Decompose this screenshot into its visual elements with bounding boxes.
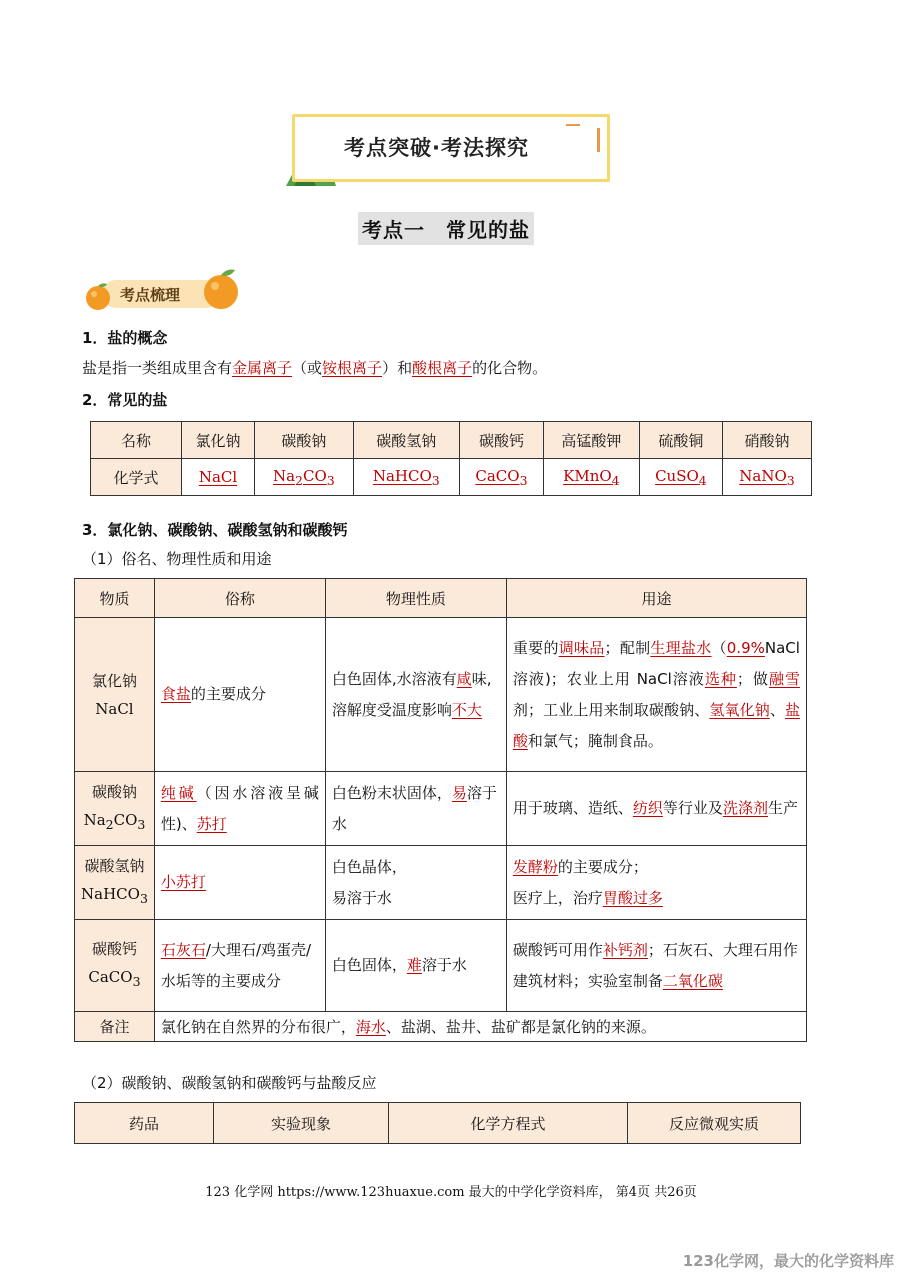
table-row bbox=[75, 920, 807, 1012]
use-cell: 碳酸钙可用作补钙剂；石灰石、大理石用作建筑材料；实验室制备二氧化碳 bbox=[506, 920, 806, 1012]
alias-cell: 小苏打 bbox=[154, 846, 325, 920]
table-cell: 硫酸铜 bbox=[639, 422, 722, 459]
table-cell: 氯化钠 bbox=[182, 422, 255, 459]
table-header: 俗称 bbox=[154, 579, 325, 618]
table-header: 化学方程式 bbox=[389, 1103, 628, 1144]
common-salts-table bbox=[90, 421, 812, 496]
formula-cell: $Na_2CO_3$ bbox=[255, 459, 354, 496]
watermark: 123化学网，最大的化学资料库 bbox=[682, 1252, 894, 1270]
table-row bbox=[91, 459, 812, 496]
page-footer: 123 化学网 https://www.123huaxue.com 最大的中学化学资料库， 第4页 共26页 bbox=[205, 1185, 697, 1200]
note-cell: 氯化钠在自然界的分布很广，海水、盐湖、盐井、盐矿都是氯化钠的来源。 bbox=[154, 1012, 806, 1042]
table-cell: 碳酸钙 bbox=[459, 422, 543, 459]
formula-cell: CuSO$_4$ bbox=[639, 459, 722, 496]
formula-cell: NaNO$_3$ bbox=[723, 459, 812, 496]
orange-icon bbox=[84, 282, 114, 312]
table-header: 物理性质 bbox=[325, 579, 506, 618]
section-title: 考点一 常见的盐 bbox=[358, 212, 534, 245]
table-cell: 高锰酸钾 bbox=[543, 422, 639, 459]
heading-four-salts: 3．氯化钠、碳酸钠、碳酸氢钠和碳酸钙 bbox=[82, 521, 348, 539]
substance-cell: 碳酸钙 CaCO$_3$ bbox=[75, 920, 155, 1012]
subheading-names-properties: （1）俗名、物理性质和用途 bbox=[82, 550, 272, 568]
table-row bbox=[75, 1103, 801, 1144]
table-header: 实验现象 bbox=[214, 1103, 389, 1144]
table-cell: 碳酸钠 bbox=[255, 422, 354, 459]
table-row bbox=[75, 618, 807, 772]
alias-cell: 食盐的主要成分 bbox=[154, 618, 325, 772]
formula-cell: CaCO$_3$ bbox=[459, 459, 543, 496]
formula-cell: NaCl bbox=[182, 459, 255, 496]
table-cell: 硝酸钠 bbox=[723, 422, 812, 459]
table-header: 物质 bbox=[75, 579, 155, 618]
table-row bbox=[91, 422, 812, 459]
alias-cell: 纯碱（因水溶液呈碱性)、苏打 bbox=[154, 772, 325, 846]
table-row bbox=[75, 579, 807, 618]
table-row bbox=[75, 846, 807, 920]
substance-cell: 氯化钠 NaCl bbox=[75, 618, 155, 772]
physical-cell: 白色晶体， 易溶于水 bbox=[325, 846, 506, 920]
use-cell: 重要的调味品；配制生理盐水（0.9%NaCl溶液)；农业上用 NaCl溶液选种；做融雪剂；工业上用来制取碳酸钠、氢氧化钠、盐酸和氯气；腌制食品。 bbox=[506, 618, 806, 772]
table-header: 反应微观实质 bbox=[628, 1103, 801, 1144]
substance-cell: 碳酸氢钠 NaHCO$_3$ bbox=[75, 846, 155, 920]
formula-cell: KMnO$_4$ bbox=[543, 459, 639, 496]
banner bbox=[292, 114, 610, 180]
alias-cell: 石灰石/大理石/鸡蛋壳/水垢等的主要成分 bbox=[154, 920, 325, 1012]
table-row bbox=[75, 772, 807, 846]
physical-cell: 白色粉末状固体，易溶于水 bbox=[325, 772, 506, 846]
physical-cell: 白色固体，难溶于水 bbox=[325, 920, 506, 1012]
heading-salt-concept: 1．盐的概念 bbox=[82, 329, 168, 347]
orange-icon bbox=[202, 266, 242, 314]
table-cell: 化学式 bbox=[91, 459, 182, 496]
use-cell: 发酵粉的主要成分； 医疗上，治疗胃酸过多 bbox=[506, 846, 806, 920]
note-label: 备注 bbox=[75, 1012, 155, 1042]
table-cell: 碳酸氢钠 bbox=[353, 422, 459, 459]
formula-cell: NaHCO$_3$ bbox=[353, 459, 459, 496]
table-header: 药品 bbox=[75, 1103, 214, 1144]
topic-badge bbox=[84, 266, 240, 314]
table-row bbox=[75, 1012, 807, 1042]
salt-definition: 盐是指一类组成里含有金属离子（或铵根离子）和酸根离子的化合物。 bbox=[82, 359, 548, 377]
banner-title: 考点突破·考法探究 bbox=[344, 136, 529, 160]
heading-common-salts: 2．常见的盐 bbox=[82, 391, 168, 409]
use-cell: 用于玻璃、造纸、纺织等行业及洗涤剂生产 bbox=[506, 772, 806, 846]
acid-reaction-table bbox=[74, 1102, 801, 1144]
table-header: 用途 bbox=[506, 579, 806, 618]
physical-cell: 白色固体,水溶液有咸味,溶解度受温度影响不大 bbox=[325, 618, 506, 772]
subheading-acid-reaction: （2）碳酸钠、碳酸氢钠和碳酸钙与盐酸反应 bbox=[82, 1074, 377, 1092]
topic-badge-label: 考点梳理 bbox=[120, 286, 181, 304]
table-cell: 名称 bbox=[91, 422, 182, 459]
salt-properties-table bbox=[74, 578, 807, 1042]
substance-cell: 碳酸钠 $Na_2CO_3$ bbox=[75, 772, 155, 846]
